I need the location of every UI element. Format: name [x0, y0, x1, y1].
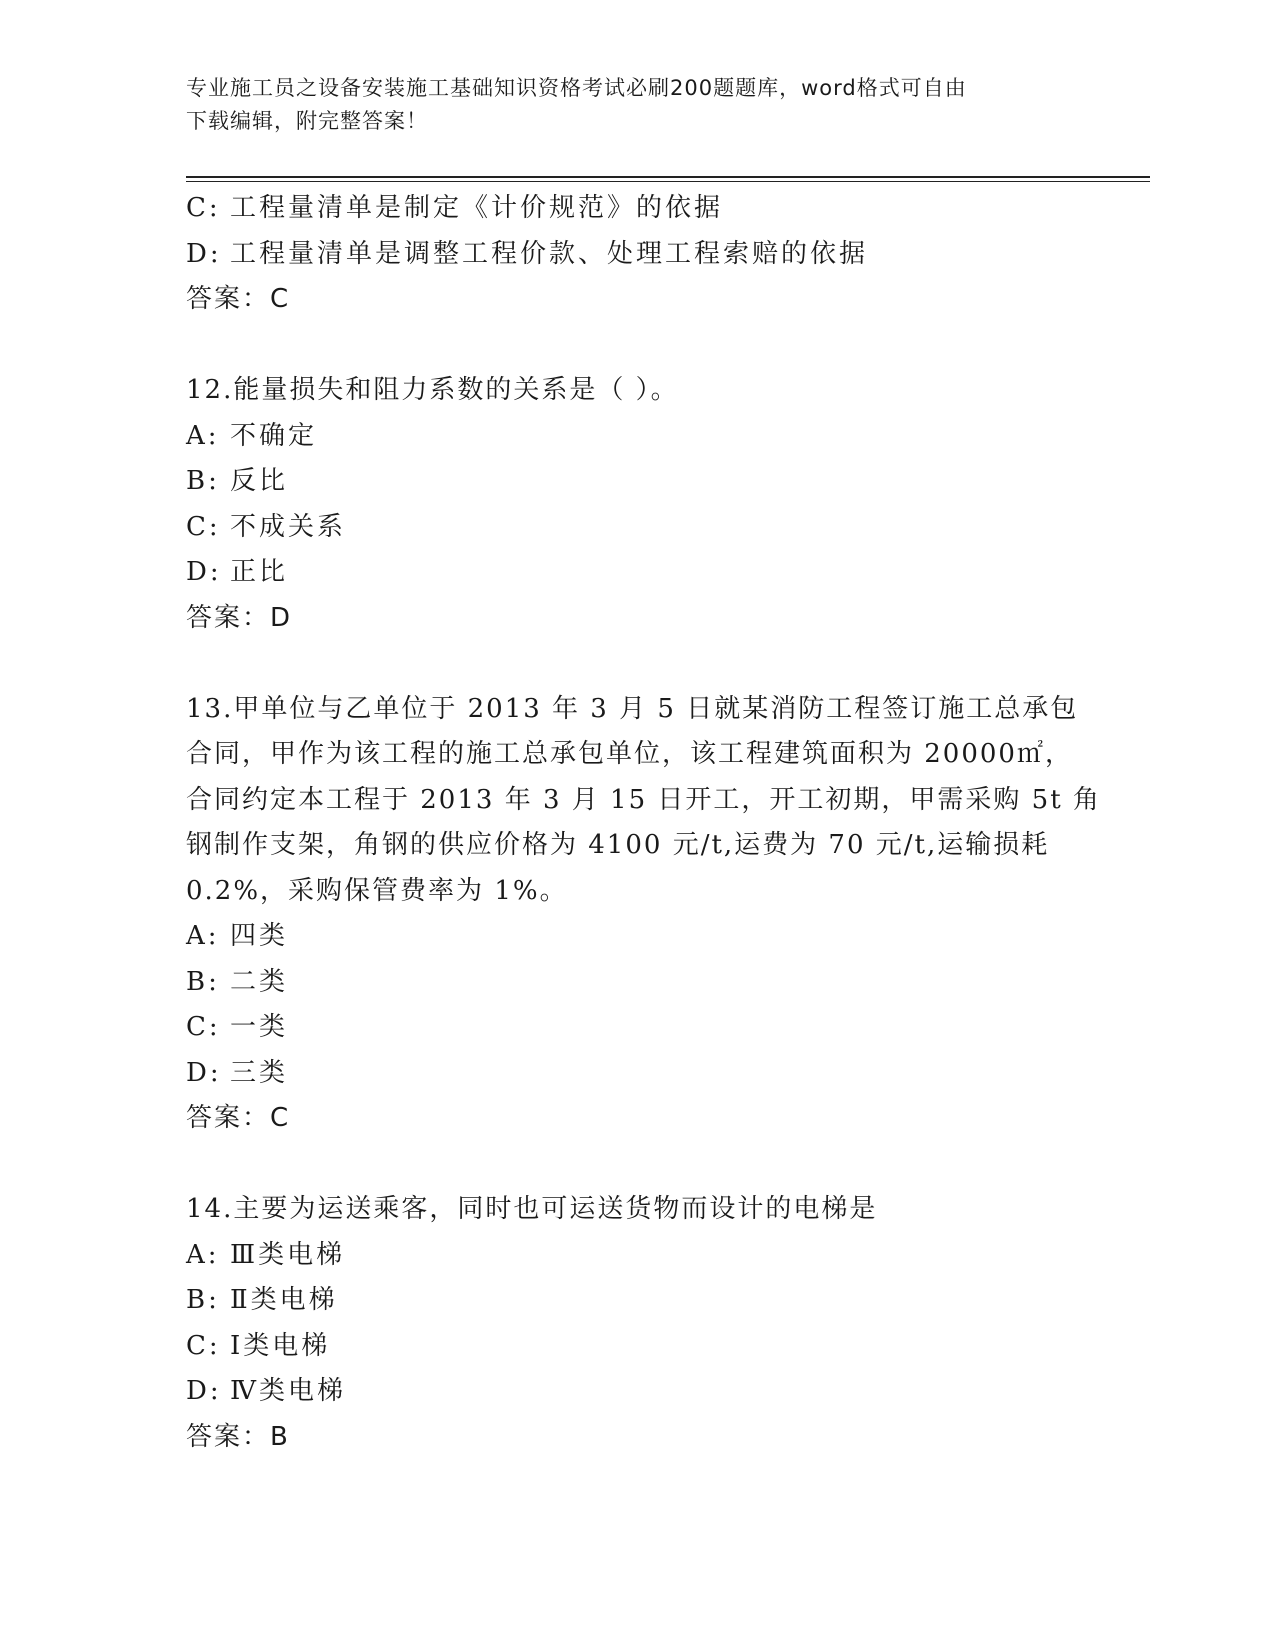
- option-text: 工程量清单是制定《计价规范》的依据: [230, 193, 724, 223]
- question-stem-line-5: 0.2%，采购保管费率为 1%。: [186, 875, 568, 906]
- option-text: 不成关系: [230, 511, 347, 542]
- document-header: [186, 72, 1066, 138]
- question-stem-line-1: 13.甲单位与乙单位于 2013 年 3 月 5 日就某消防工程签订施工总承包: [186, 693, 1079, 724]
- question-14: [186, 1187, 1086, 1460]
- option-key: C:: [186, 511, 221, 542]
- option-text: 反比: [230, 466, 289, 496]
- option-d: [186, 1051, 1086, 1097]
- question-content: [186, 186, 1101, 1460]
- spacer: [186, 641, 1086, 687]
- answer-line: 答案：C: [186, 284, 291, 314]
- question-12: [186, 368, 1086, 641]
- option-key: D:: [186, 1057, 222, 1088]
- option-key: A:: [186, 921, 220, 951]
- option-d: [186, 232, 1086, 278]
- option-d: [186, 550, 1086, 596]
- option-key: C:: [186, 1012, 221, 1042]
- option-key: D:: [186, 1376, 222, 1406]
- header-divider-thick: [186, 176, 1150, 178]
- question-13: [186, 687, 1101, 1142]
- question-stem-line-2: 合同，甲作为该工程的施工总承包单位，该工程建筑面积为 20000㎡，: [186, 739, 1073, 769]
- option-c: [186, 186, 1086, 232]
- option-a: [186, 414, 1086, 460]
- option-text: 三类: [230, 1057, 289, 1088]
- header-line-2: 下载编辑，附完整答案！: [186, 109, 428, 133]
- header-line-1: 专业施工员之设备安装施工基础知识资格考试必刷200题题库，word格式可自由: [186, 76, 967, 100]
- option-text: Ⅰ类电梯: [230, 1330, 331, 1361]
- option-text: 四类: [230, 921, 289, 951]
- spacer: [186, 1142, 1086, 1188]
- option-b: [186, 1278, 1086, 1324]
- option-key: B:: [186, 1285, 220, 1315]
- option-key: C:: [186, 193, 221, 223]
- option-b: [186, 459, 1086, 505]
- option-key: C:: [186, 1330, 221, 1361]
- option-text: Ⅳ类电梯: [230, 1376, 346, 1406]
- answer-line: 答案：B: [186, 1421, 290, 1452]
- option-text: Ⅲ类电梯: [230, 1239, 346, 1270]
- option-b: [186, 960, 1086, 1006]
- option-c: [186, 505, 1086, 551]
- question-stem-line-4: 钢制作支架，角钢的供应价格为 4100 元/t,运费为 70 元/t,运输损耗: [186, 830, 1050, 860]
- question-stem-line-3: 合同约定本工程于 2013 年 3 月 15 日开工，开工初期，甲需采购 5t 角: [186, 784, 1101, 815]
- option-key: A:: [186, 420, 220, 451]
- option-text: 正比: [230, 557, 289, 587]
- option-c: [186, 1005, 1086, 1051]
- option-text: 二类: [230, 966, 289, 997]
- option-text: 工程量清单是调整工程价款、处理工程索赔的依据: [230, 238, 869, 269]
- option-text: 一类: [230, 1012, 289, 1042]
- question-stem: 14.主要为运送乘客，同时也可运送货物而设计的电梯是: [186, 1194, 878, 1224]
- question-stem: 12.能量损失和阻力系数的关系是（ ）。: [186, 375, 679, 405]
- answer-line: 答案：D: [186, 602, 293, 633]
- spacer: [186, 323, 1086, 369]
- answer-line: 答案：C: [186, 1103, 291, 1133]
- option-text: Ⅱ类电梯: [230, 1285, 338, 1315]
- option-key: D:: [186, 238, 222, 269]
- option-a: [186, 1233, 1086, 1279]
- option-key: A:: [186, 1239, 220, 1270]
- option-a: [186, 914, 1086, 960]
- option-key: B:: [186, 966, 220, 997]
- option-key: D:: [186, 557, 222, 587]
- option-text: 不确定: [230, 420, 318, 451]
- option-c: [186, 1324, 1086, 1370]
- header-divider-thin: [186, 181, 1150, 182]
- option-d: [186, 1369, 1086, 1415]
- question-11-tail: [186, 186, 1086, 323]
- option-key: B:: [186, 466, 220, 496]
